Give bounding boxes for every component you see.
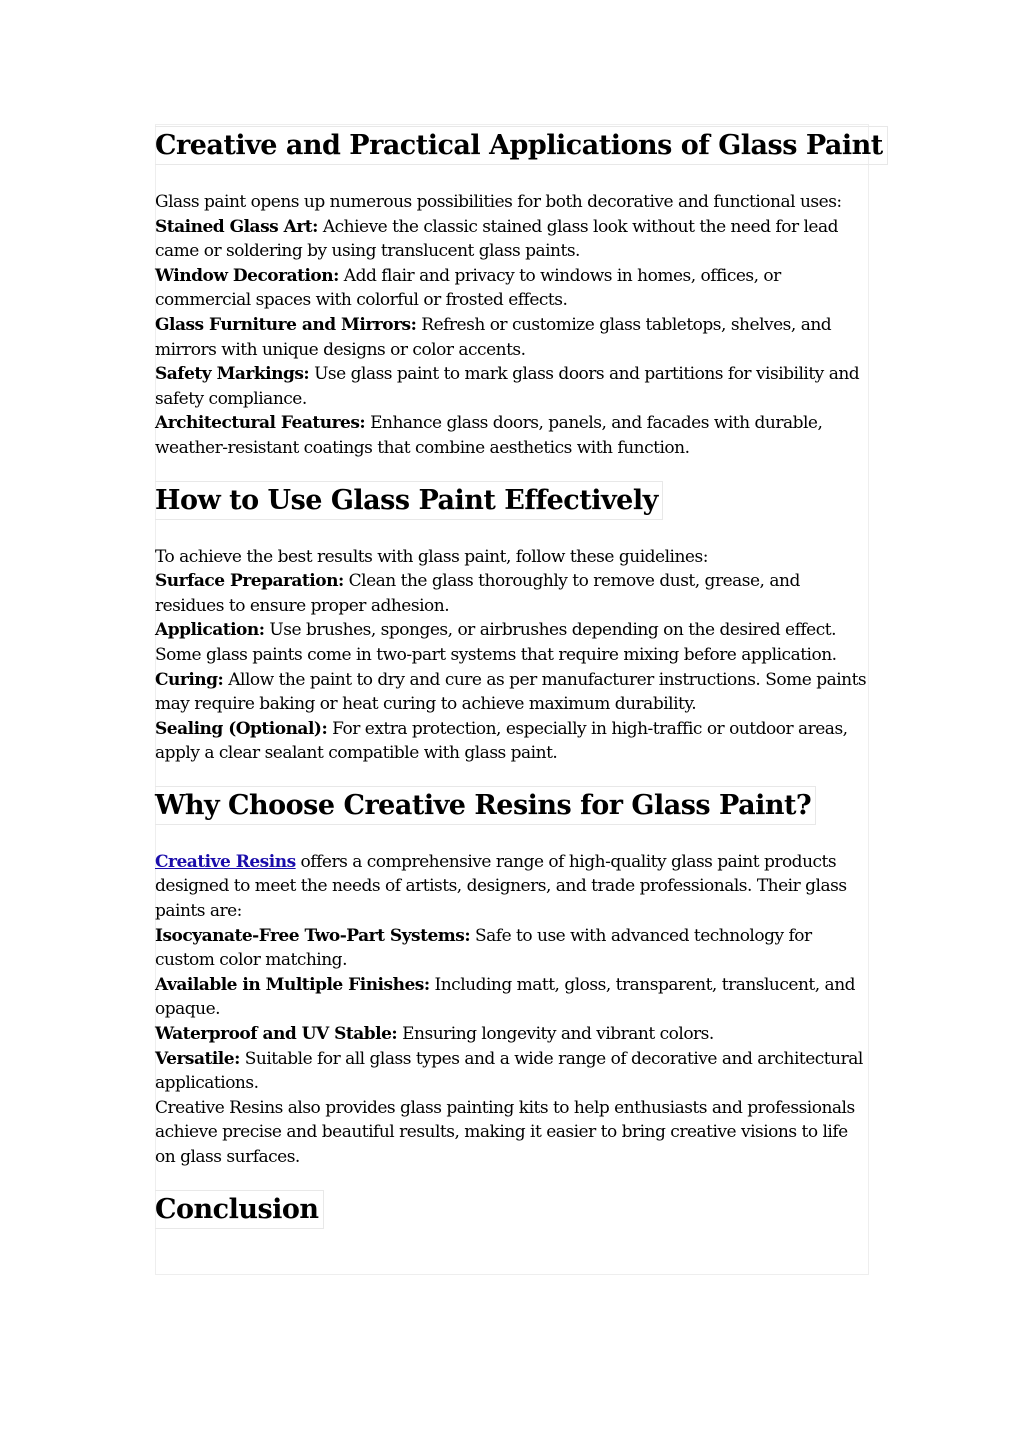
item-text: Add flair and privacy to windows in homes, offices, or commercial spaces with colorful or frosted effects. [155,265,781,311]
item-text: For extra protection, especially in high-traffic or outdoor areas, apply a clear sealant compatible with glass paint. [155,718,848,764]
section-outro: Creative Resins also provides glass painting kits to help enthusiasts and professionals achieve precise and beautiful results, making it easier to bring creative visions to life on glass surfaces. [155,1097,855,1167]
item-text: Ensuring longevity and vibrant colors. [397,1024,714,1045]
creative-resins-link[interactable]: Creative Resins [155,851,296,872]
item-text: Use brushes, sponges, or airbrushes depending on the desired effect. Some glass paints come in two-part systems that require mixing before application. [155,620,837,665]
section-how-to-use [155,481,869,766]
list-item [155,215,871,264]
list-item [155,411,871,460]
list-item [155,618,871,667]
section-heading: How to Use Glass Paint Effectively [155,481,663,520]
intro-text: offers a comprehensive range of high-quality glass paint products designed to meet the needs of artists, designers, and trade professionals. Their glass paints are: [155,851,847,922]
section-intro [155,850,871,924]
item-label: Stained Glass Art: [155,216,318,237]
item-label: Application: [155,620,265,641]
item-text: Allow the paint to dry and cure as per manufacturer instructions. Some paints may require baking or heat curing to achieve maximum durability. [155,669,867,715]
section-heading: Why Choose Creative Resins for Glass Paint? [155,786,816,825]
item-text: Suitable for all glass types and a wide range of decorative and architectural applications. [155,1048,863,1094]
item-label: Waterproof and UV Stable: [155,1024,398,1045]
item-text: Use glass paint to mark glass doors and partitions for visibility and safety compliance. [155,364,860,409]
document-content [155,124,883,1229]
item-text: Achieve the classic stained glass look without the need for lead came or soldering by using translucent glass paints. [155,216,838,262]
section-intro: Glass paint opens up numerous possibilities for both decorative and functional uses: [155,192,842,212]
item-label: Safety Markings: [155,364,310,385]
section-heading: Creative and Practical Applications of Glass Paint [155,126,888,165]
item-text: Refresh or customize glass tabletops, shelves, and mirrors with unique designs or color accents. [155,314,832,360]
list-item [155,313,871,362]
section-conclusion [155,1190,869,1229]
item-label: Surface Preparation: [155,571,344,592]
list-item [155,973,871,1022]
list-item [155,668,871,717]
list-item [155,1022,871,1047]
section-applications [155,124,883,461]
item-label: Available in Multiple Finishes: [155,974,430,995]
item-label: Isocyanate-Free Two-Part Systems: [155,925,471,946]
list-item [155,264,871,313]
item-label: Window Decoration: [155,265,339,286]
item-label: Curing: [155,669,224,690]
item-label: Architectural Features: [155,413,366,434]
list-item [155,362,871,411]
item-label: Sealing (Optional): [155,718,328,739]
item-text: Safe to use with advanced technology for custom color matching. [155,925,812,971]
item-text: Including matt, gloss, transparent, translucent, and opaque. [155,974,856,1020]
item-text: Clean the glass thoroughly to remove dust, grease, and residues to ensure proper adhesion. [155,571,800,616]
list-item [155,569,871,618]
section-intro: To achieve the best results with glass paint, follow these guidelines: [155,546,708,567]
list-item [155,717,871,766]
list-item [155,924,871,973]
item-text: Enhance glass doors, panels, and facades with durable, weather-resistant coatings that combine aesthetics with function. [155,413,823,458]
section-why-choose [155,786,869,1170]
item-label: Glass Furniture and Mirrors: [155,314,417,335]
list-item [155,1047,871,1096]
section-heading: Conclusion [155,1190,324,1229]
item-label: Versatile: [155,1048,240,1069]
